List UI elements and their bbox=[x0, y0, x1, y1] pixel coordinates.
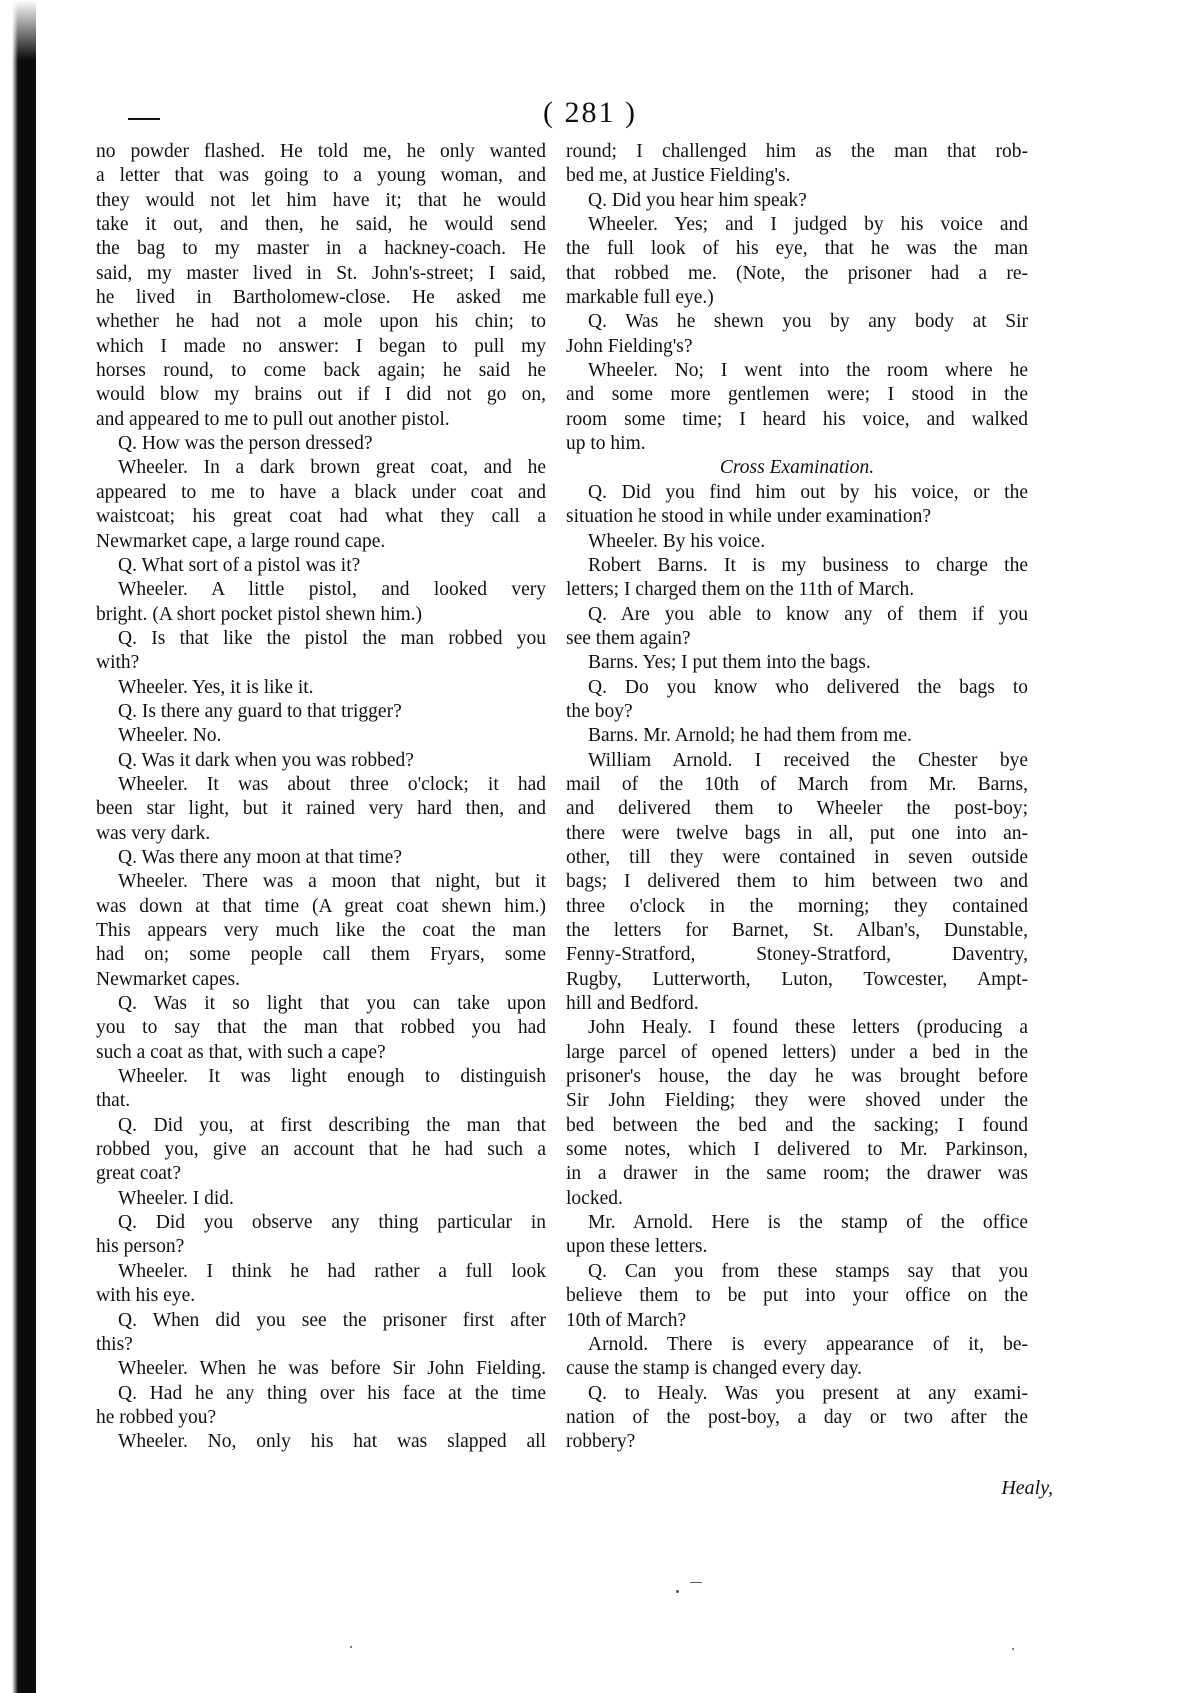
question-line: Q. What sort of a pistol was it? bbox=[118, 554, 361, 576]
text-line: the letters for Barnet, St. Alban's, Dunstable, bbox=[566, 920, 1028, 941]
question-line: Q. Do you know who delivered the bags to bbox=[588, 676, 1028, 698]
text-line: John Fielding's? bbox=[566, 335, 693, 357]
text-line: with? bbox=[96, 652, 140, 674]
text-line: 10th of March? bbox=[566, 1309, 687, 1331]
text-line: and some more gentlemen were; I stood in the bbox=[566, 384, 1028, 406]
text-line: was down at that time (A great coat shewn him.) bbox=[96, 895, 546, 917]
text-line: and appeared to me to pull out another pistol. bbox=[96, 408, 450, 430]
answer-line: Barns. Yes; I put them into the bags. bbox=[588, 652, 871, 674]
text-line: this? bbox=[96, 1333, 133, 1355]
text-line: horses round, to come back again; he said he bbox=[96, 360, 546, 382]
section-heading: Cross Examination. bbox=[719, 457, 875, 479]
answer-line: Arnold. There is every appearance of it, be- bbox=[588, 1333, 1028, 1355]
text-line: there were twelve bags in all, put one into an- bbox=[566, 822, 1028, 844]
question-line: Q. to Healy. Was you present at any exami- bbox=[588, 1382, 1028, 1404]
text-line: that. bbox=[96, 1090, 131, 1112]
text-line: situation he stood in while under examination? bbox=[566, 506, 932, 528]
text-line: his person? bbox=[96, 1236, 185, 1258]
binding-shadow bbox=[0, 0, 36, 1693]
page-number: ( 281 ) bbox=[543, 96, 637, 129]
answer-line: Wheeler. Yes, it is like it. bbox=[118, 676, 314, 698]
answer-line: Wheeler. It was light enough to distinguish bbox=[118, 1066, 546, 1088]
text-line: markable full eye.) bbox=[566, 287, 714, 309]
text-line: a letter that was going to a young woman, and bbox=[96, 165, 546, 187]
question-line: Q. Was he shewn you by any body at Sir bbox=[588, 311, 1028, 333]
answer-line: Wheeler. When he was before Sir John Fielding. bbox=[118, 1358, 546, 1380]
catchword: Healy, bbox=[1001, 1477, 1053, 1499]
witness-line: John Healy. I found these letters (producing a bbox=[588, 1017, 1028, 1039]
text-line: take it out, and then, he said, he would send bbox=[96, 214, 546, 236]
text-line: cause the stamp is changed every day. bbox=[566, 1358, 862, 1380]
text-line: prisoner's house, the day he was brought before bbox=[566, 1066, 1028, 1088]
right-column bbox=[566, 140, 1028, 1455]
text-line: was very dark. bbox=[96, 822, 211, 844]
text-line: they would not let him have it; that he would bbox=[96, 189, 546, 211]
text-line: hill and Bedford. bbox=[566, 993, 699, 1015]
question-line: Q. Did you observe any thing particular in bbox=[118, 1212, 546, 1234]
scan-speck bbox=[690, 1582, 702, 1583]
scan-speck bbox=[676, 1590, 679, 1593]
question-line: Q. Did you, at first describing the man that bbox=[118, 1114, 546, 1136]
answer-line: Wheeler. I think he had rather a full look bbox=[118, 1260, 546, 1282]
text-line: other, till they were contained in seven outside bbox=[566, 846, 1028, 868]
text-line: waistcoat; his great coat had what they call a bbox=[96, 506, 546, 528]
question-line: Q. When did you see the prisoner first after bbox=[118, 1309, 546, 1331]
text-line: in a drawer in the same room; the drawer was bbox=[566, 1163, 1028, 1185]
text-line: great coat? bbox=[96, 1163, 181, 1185]
text-line: This appears very much like the coat the man bbox=[96, 920, 546, 941]
text-line: room some time; I heard his voice, and walked bbox=[566, 408, 1028, 430]
witness-line: Robert Barns. It is my business to charge the bbox=[588, 554, 1028, 576]
text-line: round; I challenged him as the man that rob- bbox=[566, 141, 1028, 162]
text-line: locked. bbox=[566, 1187, 623, 1209]
question-line: Q. Is that like the pistol the man robbed you bbox=[118, 627, 546, 649]
answer-line: Wheeler. There was a moon that night, but it bbox=[118, 871, 546, 893]
answer-line: Wheeler. Yes; and I judged by his voice and bbox=[588, 214, 1028, 236]
question-line: Q. How was the person dressed? bbox=[118, 433, 373, 455]
left-column bbox=[96, 140, 546, 1455]
text-line: and delivered them to Wheeler the post-boy; bbox=[566, 798, 1028, 820]
text-line: Fenny-Stratford, Stoney-Stratford, Daventry, bbox=[566, 944, 1028, 966]
question-line: Q. Was it so light that you can take upon bbox=[118, 993, 546, 1015]
scan-speck bbox=[1012, 1648, 1014, 1650]
text-line: robbed you, give an account that he had such a bbox=[96, 1139, 546, 1161]
text-line: you to say that the man that robbed you had bbox=[96, 1017, 546, 1039]
text-line: bright. (A short pocket pistol shewn him.) bbox=[96, 603, 423, 625]
text-line: see them again? bbox=[566, 627, 691, 649]
text-line: whether he had not a mole upon his chin; to bbox=[96, 311, 546, 333]
question-line: Q. Did you find him out by his voice, or the bbox=[588, 481, 1028, 503]
text-line: he lived in Bartholomew-close. He asked me bbox=[96, 287, 546, 309]
text-line: bed between the bed and the sacking; I found bbox=[566, 1114, 1028, 1136]
witness-line: Mr. Arnold. Here is the stamp of the office bbox=[588, 1212, 1028, 1234]
text-line: bed me, at Justice Fielding's. bbox=[566, 165, 791, 187]
text-line: robbery? bbox=[566, 1431, 636, 1453]
text-line: would blow my brains out if I did not go on, bbox=[96, 384, 546, 406]
text-line: said, my master lived in St. John's-street; I said, bbox=[96, 262, 546, 284]
answer-line: Wheeler. No; I went into the room where he bbox=[588, 360, 1028, 382]
question-line: Q. Had he any thing over his face at the time bbox=[118, 1382, 546, 1404]
text-line: been star light, but it rained very hard then, and bbox=[96, 798, 546, 820]
question-line: Q. Is there any guard to that trigger? bbox=[118, 700, 402, 722]
answer-line: Barns. Mr. Arnold; he had them from me. bbox=[588, 725, 912, 747]
text-line: mail of the 10th of March from Mr. Barns, bbox=[566, 773, 1028, 795]
text-line: he robbed you? bbox=[96, 1406, 217, 1428]
text-line: upon these letters. bbox=[566, 1236, 708, 1258]
text-line: up to him. bbox=[566, 433, 646, 455]
text-line: the full look of his eye, that he was the man bbox=[566, 238, 1028, 260]
answer-line: Wheeler. A little pistol, and looked very bbox=[118, 579, 546, 601]
text-line: large parcel of opened letters) under a bed in the bbox=[566, 1041, 1028, 1063]
text-line: Newmarket capes. bbox=[96, 968, 241, 990]
answer-line: Wheeler. By his voice. bbox=[588, 530, 766, 552]
question-line: Q. Are you able to know any of them if you bbox=[588, 603, 1028, 625]
answer-line: Wheeler. I did. bbox=[118, 1187, 234, 1209]
text-line: the boy? bbox=[566, 700, 633, 722]
witness-line: William Arnold. I received the Chester bye bbox=[588, 749, 1028, 771]
page-header bbox=[120, 96, 1060, 136]
answer-line: Wheeler. In a dark brown great coat, and he bbox=[118, 457, 546, 479]
question-line: Q. Was there any moon at that time? bbox=[118, 846, 402, 868]
text-line: which I made no answer: I began to pull my bbox=[96, 335, 546, 357]
text-line: some notes, which I delivered to Mr. Parkinson, bbox=[566, 1139, 1028, 1161]
text-line: that robbed me. (Note, the prisoner had a re- bbox=[566, 262, 1028, 284]
answer-line: Wheeler. No, only his hat was slapped all bbox=[118, 1431, 546, 1453]
text-line: Rugby, Lutterworth, Luton, Towcester, Ampt- bbox=[566, 968, 1028, 990]
text-line: Sir John Fielding; they were shoved under the bbox=[566, 1090, 1028, 1112]
text-line: bags; I delivered them to him between two and bbox=[566, 871, 1028, 893]
question-line: Q. Can you from these stamps say that you bbox=[588, 1260, 1028, 1282]
scan-speck bbox=[350, 1646, 352, 1648]
answer-line: Wheeler. No. bbox=[118, 725, 222, 747]
text-line: letters; I charged them on the 11th of March. bbox=[566, 579, 915, 601]
text-line: with his eye. bbox=[96, 1285, 196, 1307]
question-line: Q. Was it dark when you was robbed? bbox=[118, 749, 414, 771]
text-line: had on; some people call them Fryars, some bbox=[96, 944, 546, 966]
answer-line: Wheeler. It was about three o'clock; it had bbox=[118, 773, 546, 795]
text-line: appeared to me to have a black under coat and bbox=[96, 481, 546, 503]
question-line: Q. Did you hear him speak? bbox=[588, 189, 807, 211]
text-line: believe them to be put into your office on the bbox=[566, 1285, 1028, 1307]
text-line: the bag to my master in a hackney-coach. He bbox=[96, 238, 546, 260]
text-line: such a coat as that, with such a cape? bbox=[96, 1041, 386, 1063]
text-line: nation of the post-boy, a day or two after the bbox=[566, 1406, 1028, 1428]
text-line: no powder flashed. He told me, he only wanted bbox=[96, 141, 546, 162]
text-line: three o'clock in the morning; they contained bbox=[566, 895, 1028, 917]
text-line: Newmarket cape, a large round cape. bbox=[96, 530, 386, 552]
